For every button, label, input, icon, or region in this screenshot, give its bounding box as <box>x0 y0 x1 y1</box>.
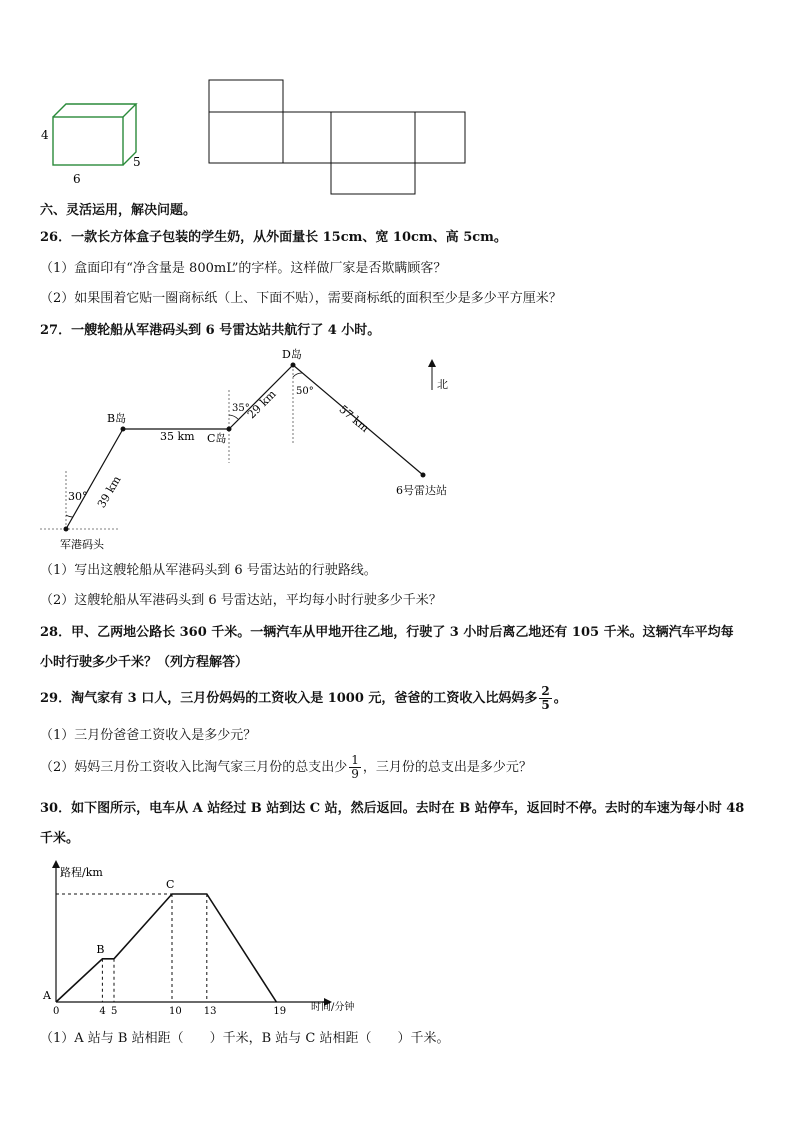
q29-frac2-den: 9 <box>351 767 359 781</box>
q27-sub2: （2）这艘轮船从军港码头到 6 号雷达站，平均每小时行驶多少千米？ <box>40 593 442 608</box>
q28-line1: 28．甲、乙两地公路长 360 千米。一辆汽车从甲地开往乙地，行驶了 3 小时后离乙地还有 105 千米。这辆汽车平均每 <box>40 625 734 640</box>
x-tick-label: 19 <box>273 1006 287 1017</box>
x-axis-label: 时间/分钟 <box>311 1002 355 1013</box>
cuboid-top-face <box>53 104 136 117</box>
cuboid-net-figure <box>205 76 470 198</box>
q29-frac1-den: 5 <box>541 698 550 712</box>
q26-text: 26．一款长方体盒子包装的学生奶，从外面量长 15cm、宽 10cm、高 5cm。 <box>40 230 507 245</box>
angle-arc-d <box>293 373 302 377</box>
cuboid-width-label: 5 <box>133 155 141 169</box>
q29-text-post: 。 <box>553 691 567 706</box>
label-b-island: B岛 <box>107 412 127 425</box>
q26-sub2: （2）如果围着它贴一圈商标纸（上、下面不贴），需要商标纸的面积至少是多少平方厘米？ <box>40 291 562 306</box>
net-face-bottom <box>331 163 415 194</box>
q27-sub1: （1）写出这艘轮船从军港码头到 6 号雷达站的行驶路线。 <box>40 563 377 578</box>
x-tick-label: 13 <box>203 1006 217 1017</box>
cuboid-length-label: 6 <box>73 172 81 186</box>
north-label: 北 <box>437 378 448 391</box>
dist-d-radar: 57 km <box>336 402 372 435</box>
point-start <box>64 527 69 532</box>
x-tick-label: 4 <box>99 1006 106 1017</box>
y-axis-arrow-icon <box>52 860 60 868</box>
label-start: 军港码头 <box>60 538 104 551</box>
point-radar <box>421 473 426 478</box>
net-face-top <box>209 80 283 112</box>
point-b <box>121 427 126 432</box>
route-line <box>66 365 423 529</box>
dist-c-d: 29 km <box>244 387 279 422</box>
cuboid-front-face <box>53 117 123 165</box>
dist-b-c: 35 km <box>160 430 195 443</box>
cuboid-height-label: 4 <box>41 128 49 142</box>
label-radar: 6号雷达站 <box>396 484 447 497</box>
q29-fraction-2 <box>349 754 361 781</box>
q28-line2: 小时行驶多少千米？（列方程解答） <box>40 655 249 670</box>
series-line <box>56 894 276 1002</box>
cuboid-figure <box>38 95 148 190</box>
point-label: B <box>96 942 105 956</box>
x-tick-label: 10 <box>169 1006 182 1017</box>
north-arrowhead-icon <box>428 359 436 367</box>
point-c <box>227 427 232 432</box>
net-face-2 <box>283 112 331 163</box>
q30-line2: 千米。 <box>40 831 80 846</box>
angle-arc-start <box>66 515 73 517</box>
q29-text-pre: 29．淘气家有 3 口人，三月份妈妈的工资收入是 1000 元，爸爸的工资收入比妈妈多 <box>40 691 538 706</box>
net-face-4 <box>415 112 465 163</box>
q29-fraction-1 <box>539 685 551 712</box>
y-axis-label: 路程/km <box>60 866 103 879</box>
angle-d-label: 50° <box>296 386 314 397</box>
label-d-island: D岛 <box>282 348 302 361</box>
route-map <box>30 345 480 560</box>
angle-start-label: 30° <box>68 490 88 503</box>
point-label: C <box>166 878 175 891</box>
q29-text <box>40 684 567 714</box>
q29-frac1-num: 2 <box>541 684 550 698</box>
angle-c-label: 35° <box>232 403 250 414</box>
net-face-3 <box>331 112 415 163</box>
q29-sub2-pre: （2）妈妈三月份工资收入比淘气家三月份的总支出少 <box>40 760 348 775</box>
dist-start-b: 39 km <box>95 473 124 511</box>
x-tick-label: 0 <box>53 1006 60 1017</box>
q30-sub1: （1）A 站与 B 站相距（ ）千米，B 站与 C 站相距（ ）千米。 <box>40 1031 450 1046</box>
label-c-island: C岛 <box>207 432 227 445</box>
section-heading: 六、灵活运用，解决问题。 <box>40 203 197 218</box>
point-d <box>291 363 296 368</box>
distance-time-graph <box>38 858 378 1018</box>
q30-line1: 30．如下图所示，电车从 A 站经过 B 站到达 C 站，然后返回。去时在 B 站停车，返回时不停。去时的车速为每小时 48 <box>40 801 745 816</box>
q29-sub1: （1）三月份爸爸工资收入是多少元？ <box>40 728 257 743</box>
q26-sub1: （1）盒面印有“净含量是 800mL”的字样。这样做厂家是否欺瞒顾客？ <box>40 261 447 276</box>
origin-label-a: A <box>43 989 51 1002</box>
x-tick-label: 5 <box>111 1006 118 1017</box>
angle-arc-c <box>229 415 238 419</box>
q29-frac2-num: 1 <box>351 753 359 767</box>
net-face-1 <box>209 112 283 163</box>
q27-text: 27．一艘轮船从军港码头到 6 号雷达站共航行了 4 小时。 <box>40 323 381 338</box>
q29-sub2-post: ，三月份的总支出是多少元？ <box>362 760 532 775</box>
q29-sub2 <box>40 753 532 783</box>
